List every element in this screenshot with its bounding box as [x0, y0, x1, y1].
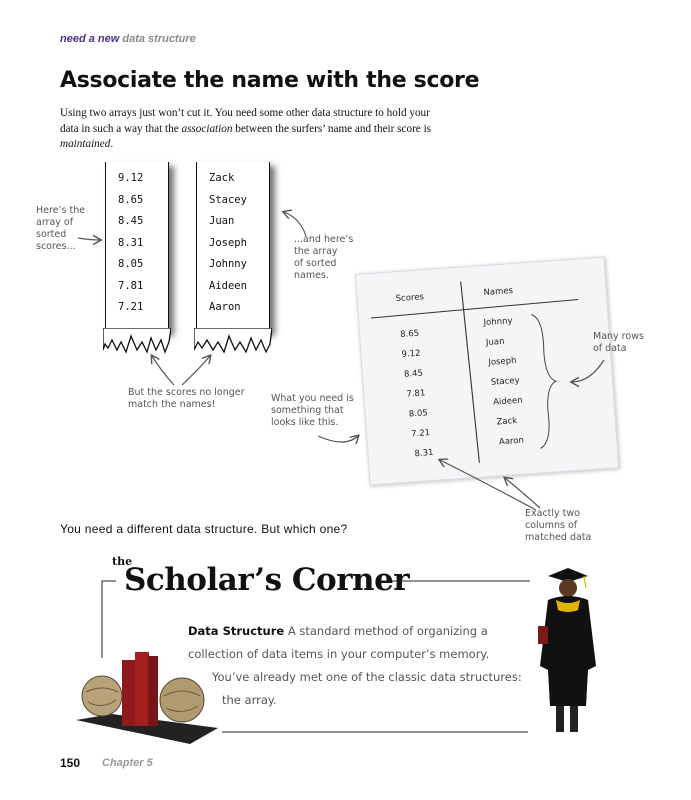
definition-line-4: the array.: [222, 693, 277, 707]
annotation-line: names.: [294, 270, 329, 281]
intro-text-2: between the surfers’ name and their score is: [232, 122, 432, 135]
name-item: Zack: [209, 172, 235, 184]
annotation-line: match the names!: [128, 399, 216, 410]
intro-em-maintained: maintained: [60, 138, 111, 150]
annotation-line: sorted: [36, 229, 67, 240]
napkin-header-scores: Scores: [395, 292, 425, 305]
napkin-score: 7.21: [410, 428, 431, 440]
score-item: 8.45: [118, 215, 144, 227]
napkin-name: Johnny: [483, 316, 513, 329]
name-item: Stacey: [209, 194, 247, 206]
napkin-score: 8.31: [414, 447, 434, 460]
definition-line-2: collection of data items in your computer’s memory.: [188, 647, 490, 661]
napkin-name: Juan: [485, 336, 505, 348]
name-item: Juan: [209, 215, 235, 227]
napkin-score: 7.81: [406, 388, 426, 400]
scholar-title: Scholar’s Corner: [124, 562, 410, 598]
definition-term: Data Structure: [188, 624, 285, 638]
name-item: Aaron: [209, 301, 241, 313]
annotation-line: columns of: [525, 520, 578, 531]
annotation-line: the array: [294, 246, 338, 257]
graduate-illustration: [534, 566, 600, 738]
annotation-line: of sorted: [294, 258, 337, 269]
napkin-name: Aideen: [492, 395, 523, 408]
annotation-line: What you need is: [271, 393, 354, 404]
name-item: Aideen: [209, 280, 247, 292]
annotation-line: array of: [36, 217, 74, 228]
question-text: You need a different data structure. But which one?: [60, 522, 348, 536]
annotation-line: Many rows: [593, 331, 644, 342]
annotation-line: looks like this.: [271, 417, 339, 428]
annotation-line: of data: [593, 343, 627, 354]
intro-em-association: association: [181, 122, 233, 135]
score-item: 8.31: [118, 237, 144, 249]
napkin-name: Joseph: [488, 355, 517, 368]
napkin-name: Zack: [496, 416, 518, 428]
chapter-label: Chapter 5: [102, 757, 153, 769]
score-item: 8.05: [118, 258, 144, 270]
name-item: Johnny: [209, 258, 247, 270]
globe-bookends-illustration: [72, 640, 222, 752]
napkin-score: 9.12: [401, 348, 421, 360]
score-item: 9.12: [118, 172, 144, 184]
scholar-the: the: [112, 555, 133, 568]
annotation-line: something that: [271, 405, 344, 416]
definition-text: A standard method of organizing a: [287, 624, 488, 638]
header-highlight: need a new: [60, 33, 120, 45]
definition-line-3: You’ve already met one of the classic data structures:: [212, 670, 522, 684]
intro-text-1: Using two arrays just won’t cut it. You need some other data structure to hold your data in such a way that the: [60, 107, 430, 135]
name-item: Joseph: [209, 237, 247, 249]
page-number: 150: [60, 756, 81, 770]
annotation-line: scores...: [36, 241, 76, 252]
napkin-score: 8.65: [399, 328, 420, 340]
annotation-line: ...and here’s: [294, 234, 354, 245]
page-title: Associate the name with the score: [60, 68, 480, 93]
score-item: 7.21: [118, 301, 144, 313]
annotation-line: Exactly two: [525, 508, 580, 519]
napkin-name: Aaron: [498, 435, 525, 448]
napkin-header-names: Names: [483, 286, 514, 299]
napkin-score: 8.45: [403, 368, 424, 380]
annotation-line: matched data: [525, 532, 592, 543]
score-item: 8.65: [118, 194, 144, 206]
intro-text-3: .: [110, 138, 114, 150]
header-rest: data structure: [122, 33, 196, 45]
score-item: 7.81: [118, 280, 144, 292]
napkin-name: Stacey: [490, 375, 520, 388]
annotation-line: But the scores no longer: [128, 387, 245, 398]
annotation-line: Here’s the: [36, 205, 86, 216]
definition-line-1: [188, 624, 488, 638]
napkin-score: 8.05: [408, 408, 429, 420]
